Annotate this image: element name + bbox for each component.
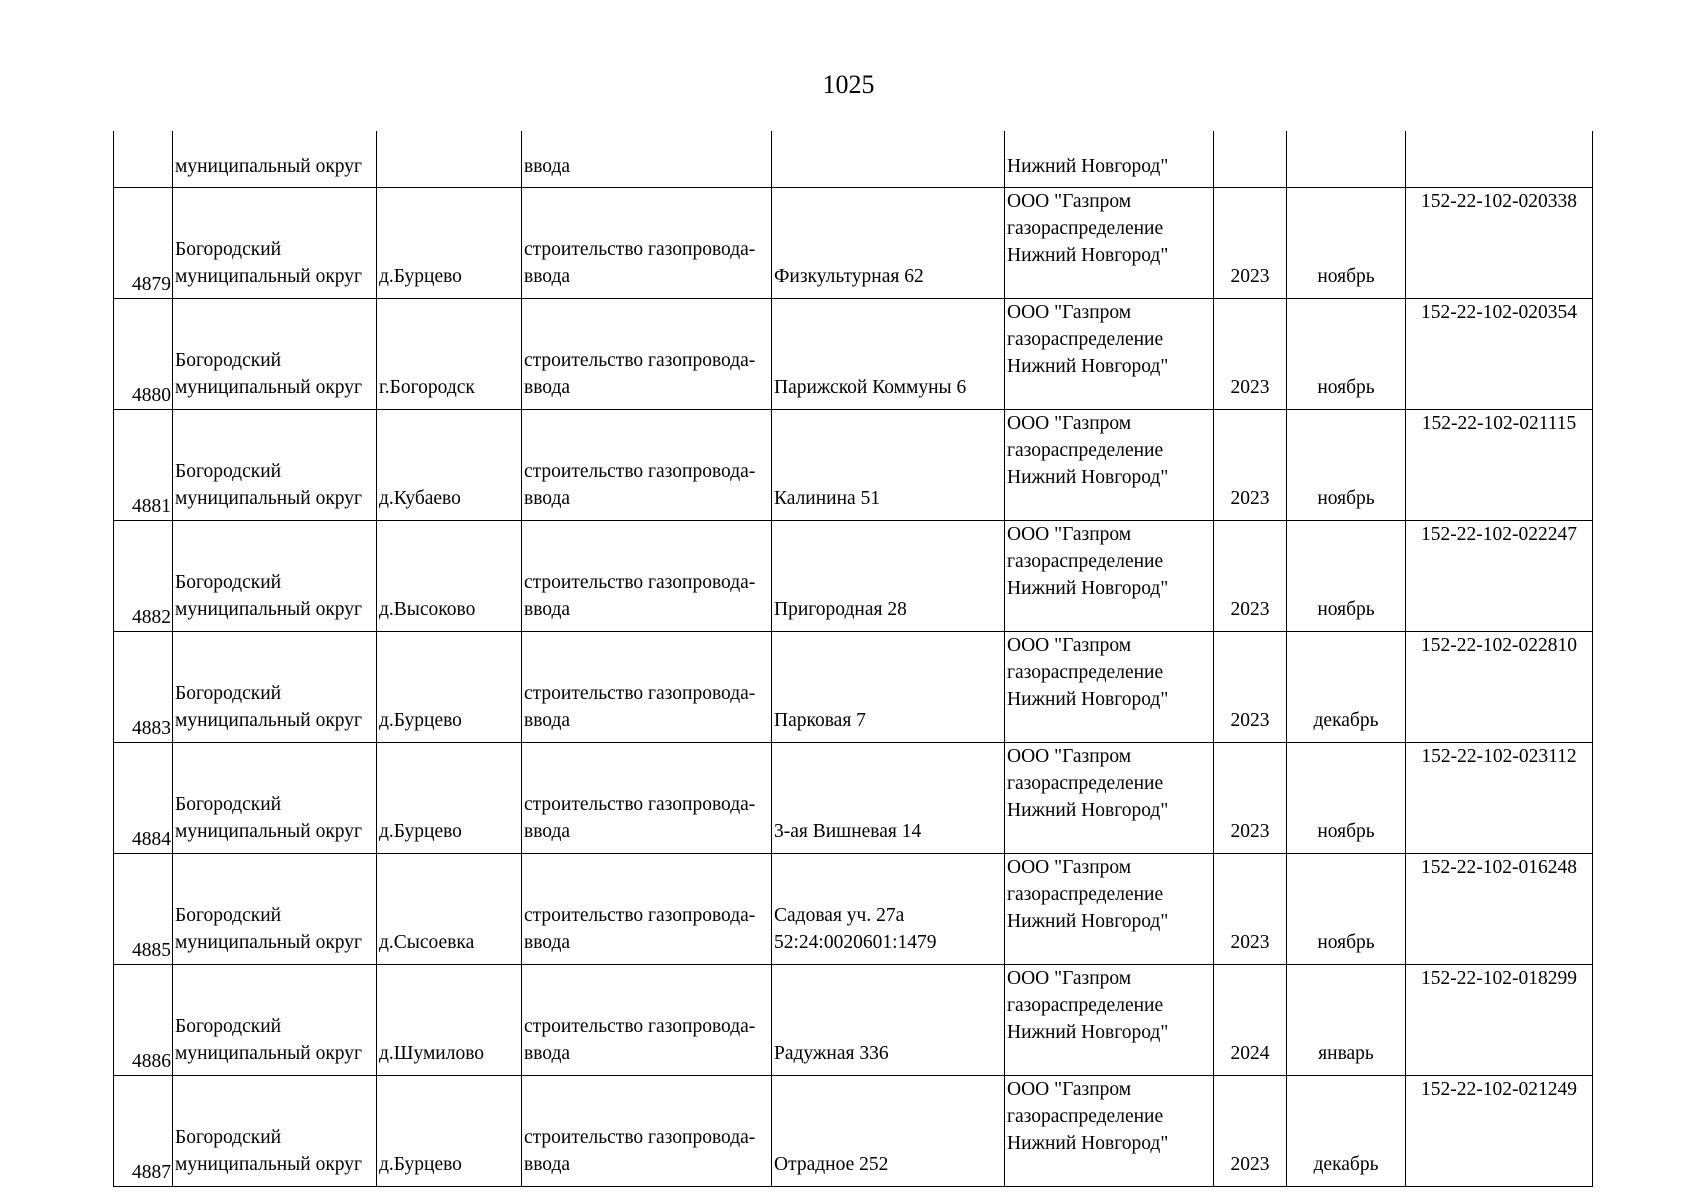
work-type-cell <box>522 1076 772 1187</box>
district-cell <box>173 743 377 854</box>
month-value: ноябрь <box>1317 266 1375 287</box>
district-name: Богородский <box>175 572 282 593</box>
work-type-text: ввода <box>524 156 571 177</box>
month-value: ноябрь <box>1317 932 1375 953</box>
address-cell <box>772 632 1005 743</box>
row-number: 4879 <box>132 274 171 295</box>
month-cell <box>1287 743 1406 854</box>
work-type-line-1: строительство газопровода- <box>524 461 756 482</box>
organization-line-3: Нижний Новгород" <box>1007 245 1169 266</box>
month-value: ноябрь <box>1317 821 1375 842</box>
organization-line-2: газораспределение <box>1007 440 1164 461</box>
table-row-continuation <box>114 131 1593 188</box>
organization-cell <box>1005 1076 1214 1187</box>
work-type-cell <box>522 299 772 410</box>
district-type: муниципальный округ <box>175 488 363 509</box>
organization-line-2: газораспределение <box>1007 218 1164 239</box>
district-name: Богородский <box>175 794 282 815</box>
row-number-cell <box>114 743 173 854</box>
year-value: 2023 <box>1230 377 1270 398</box>
month-cell <box>1287 188 1406 299</box>
settlement-name: д.Высоково <box>379 599 476 620</box>
organization-line-3: Нижний Новгород" <box>1007 467 1169 488</box>
year-value: 2023 <box>1230 821 1270 842</box>
organization-line-1: ООО "Газпром <box>1007 968 1132 989</box>
address-cell <box>772 1076 1005 1187</box>
organization-cell <box>1005 965 1214 1076</box>
organization-line-3: Нижний Новгород" <box>1007 800 1169 821</box>
code-value: 152-22-102-022247 <box>1421 524 1577 545</box>
address-cell <box>772 299 1005 410</box>
address-line-2: Физкультурная 62 <box>774 266 924 287</box>
month-cell <box>1287 410 1406 521</box>
organization-line-2: газораспределение <box>1007 1106 1164 1127</box>
code-value: 152-22-102-020338 <box>1421 191 1577 212</box>
year-value: 2023 <box>1230 488 1270 509</box>
gas-connection-table <box>113 131 1593 1187</box>
code-value: 152-22-102-023112 <box>1421 746 1577 767</box>
district-cell <box>173 131 377 188</box>
settlement-cell <box>377 743 522 854</box>
district-type: муниципальный округ <box>175 1154 363 1175</box>
organization-line-3: Нижний Новгород" <box>1007 911 1169 932</box>
organization-line-3: Нижний Новгород" <box>1007 1133 1169 1154</box>
table-row <box>114 1076 1593 1187</box>
month-value: ноябрь <box>1317 488 1375 509</box>
month-value: ноябрь <box>1317 377 1375 398</box>
work-type-line-1: строительство газопровода- <box>524 350 756 371</box>
district-name: Богородский <box>175 905 282 926</box>
organization-line-1: ООО "Газпром <box>1007 302 1132 323</box>
year-value: 2023 <box>1230 932 1270 953</box>
organization-line-2: газораспределение <box>1007 995 1164 1016</box>
settlement-name: д.Бурцево <box>379 1154 462 1175</box>
organization-cell <box>1005 632 1214 743</box>
work-type-cell <box>522 410 772 521</box>
year-value: 2023 <box>1230 599 1270 620</box>
organization-cell <box>1005 131 1214 188</box>
work-type-line-2: ввода <box>524 821 571 842</box>
address-cell <box>772 854 1005 965</box>
work-type-cell <box>522 743 772 854</box>
district-type: муниципальный округ <box>175 1043 363 1064</box>
organization-line-3: Нижний Новгород" <box>1007 1022 1169 1043</box>
address-line-2: 52:24:0020601:1479 <box>774 932 937 953</box>
work-type-cell <box>522 854 772 965</box>
year-value: 2023 <box>1230 1154 1270 1175</box>
code-value: 152-22-102-021249 <box>1421 1079 1577 1100</box>
organization-line-2: газораспределение <box>1007 884 1164 905</box>
settlement-name: д.Шумилово <box>379 1043 485 1064</box>
district-cell <box>173 632 377 743</box>
code-cell <box>1406 131 1593 188</box>
district-type: муниципальный округ <box>175 710 363 731</box>
row-number-cell <box>114 131 173 188</box>
work-type-cell <box>522 521 772 632</box>
district-name: Богородский <box>175 1127 282 1148</box>
address-cell <box>772 188 1005 299</box>
organization-line-2: газораспределение <box>1007 662 1164 683</box>
code-value: 152-22-102-022810 <box>1421 635 1577 656</box>
year-cell <box>1214 299 1287 410</box>
month-value: декабрь <box>1313 710 1379 731</box>
district-type: муниципальный округ <box>175 377 363 398</box>
month-cell <box>1287 854 1406 965</box>
table-row <box>114 521 1593 632</box>
month-value: январь <box>1318 1043 1374 1064</box>
district-cell <box>173 521 377 632</box>
year-value: 2024 <box>1230 1043 1270 1064</box>
organization-line-3: Нижний Новгород" <box>1007 689 1169 710</box>
month-cell <box>1287 299 1406 410</box>
code-value: 152-22-102-020354 <box>1421 302 1577 323</box>
work-type-line-1: строительство газопровода- <box>524 683 756 704</box>
district-cell <box>173 1076 377 1187</box>
district-text: муниципальный округ <box>175 156 363 177</box>
address-cell <box>772 131 1005 188</box>
month-cell <box>1287 965 1406 1076</box>
organization-line-1: ООО "Газпром <box>1007 746 1132 767</box>
row-number: 4886 <box>132 1051 171 1072</box>
row-number-cell <box>114 854 173 965</box>
year-cell <box>1214 131 1287 188</box>
settlement-cell <box>377 188 522 299</box>
settlement-name: д.Бурцево <box>379 821 462 842</box>
address-line-2: Парижской Коммуны 6 <box>774 377 967 398</box>
code-cell <box>1406 1076 1593 1187</box>
district-type: муниципальный округ <box>175 266 363 287</box>
organization-line-1: ООО "Газпром <box>1007 191 1132 212</box>
code-cell <box>1406 854 1593 965</box>
organization-cell <box>1005 854 1214 965</box>
settlement-name: д.Бурцево <box>379 710 462 731</box>
organization-line-1: ООО "Газпром <box>1007 413 1132 434</box>
district-cell <box>173 854 377 965</box>
district-name: Богородский <box>175 1016 282 1037</box>
row-number: 4887 <box>132 1162 171 1183</box>
settlement-cell <box>377 299 522 410</box>
row-number-cell <box>114 965 173 1076</box>
table-row <box>114 299 1593 410</box>
organization-cell <box>1005 299 1214 410</box>
month-cell <box>1287 1076 1406 1187</box>
page-number: 1025 <box>822 70 875 99</box>
work-type-cell <box>522 188 772 299</box>
row-number-cell <box>114 410 173 521</box>
organization-line-1: ООО "Газпром <box>1007 524 1132 545</box>
settlement-cell <box>377 632 522 743</box>
organization-cell <box>1005 521 1214 632</box>
month-value: ноябрь <box>1317 599 1375 620</box>
district-name: Богородский <box>175 683 282 704</box>
row-number: 4885 <box>132 940 171 961</box>
work-type-line-2: ввода <box>524 599 571 620</box>
row-number: 4880 <box>132 385 171 406</box>
district-name: Богородский <box>175 239 282 260</box>
table-row <box>114 632 1593 743</box>
settlement-name: г.Богородск <box>379 377 475 398</box>
work-type-cell <box>522 632 772 743</box>
district-cell <box>173 299 377 410</box>
row-number-cell <box>114 299 173 410</box>
table-row <box>114 743 1593 854</box>
year-cell <box>1214 1076 1287 1187</box>
settlement-name: д.Бурцево <box>379 266 462 287</box>
district-name: Богородский <box>175 461 282 482</box>
district-type: муниципальный округ <box>175 599 363 620</box>
district-name: Богородский <box>175 350 282 371</box>
year-cell <box>1214 188 1287 299</box>
organization-line-1: ООО "Газпром <box>1007 635 1132 656</box>
code-cell <box>1406 521 1593 632</box>
work-type-line-2: ввода <box>524 1043 571 1064</box>
organization-line-3: Нижний Новгород" <box>1007 578 1169 599</box>
work-type-line-2: ввода <box>524 488 571 509</box>
work-type-line-1: строительство газопровода- <box>524 905 756 926</box>
address-cell <box>772 965 1005 1076</box>
table-row <box>114 854 1593 965</box>
work-type-line-1: строительство газопровода- <box>524 794 756 815</box>
work-type-line-2: ввода <box>524 377 571 398</box>
month-cell <box>1287 521 1406 632</box>
year-cell <box>1214 632 1287 743</box>
work-type-line-2: ввода <box>524 710 571 731</box>
code-value: 152-22-102-016248 <box>1421 857 1577 878</box>
year-value: 2023 <box>1230 266 1270 287</box>
month-cell <box>1287 131 1406 188</box>
row-number-cell <box>114 188 173 299</box>
settlement-name: д.Кубаево <box>379 488 461 509</box>
row-number-cell <box>114 632 173 743</box>
row-number: 4884 <box>132 829 171 850</box>
row-number: 4881 <box>132 496 171 517</box>
settlement-cell <box>377 965 522 1076</box>
work-type-cell <box>522 131 772 188</box>
work-type-line-1: строительство газопровода- <box>524 572 756 593</box>
address-line-2: Пригородная 28 <box>774 599 907 620</box>
address-line-2: Калинина 51 <box>774 488 881 509</box>
organization-text: Нижний Новгород" <box>1007 156 1169 177</box>
organization-cell <box>1005 410 1214 521</box>
code-cell <box>1406 965 1593 1076</box>
district-cell <box>173 410 377 521</box>
settlement-cell <box>377 1076 522 1187</box>
organization-line-1: ООО "Газпром <box>1007 857 1132 878</box>
work-type-line-1: строительство газопровода- <box>524 1127 756 1148</box>
code-value: 152-22-102-018299 <box>1421 968 1577 989</box>
work-type-cell <box>522 965 772 1076</box>
address-cell <box>772 521 1005 632</box>
organization-line-2: газораспределение <box>1007 329 1164 350</box>
district-type: муниципальный округ <box>175 932 363 953</box>
district-cell <box>173 965 377 1076</box>
organization-cell <box>1005 743 1214 854</box>
organization-line-2: газораспределение <box>1007 773 1164 794</box>
code-cell <box>1406 632 1593 743</box>
work-type-line-1: строительство газопровода- <box>524 1016 756 1037</box>
address-line-2: Парковая 7 <box>774 710 866 731</box>
table-row <box>114 965 1593 1076</box>
work-type-line-2: ввода <box>524 266 571 287</box>
year-cell <box>1214 521 1287 632</box>
table-row <box>114 410 1593 521</box>
settlement-cell <box>377 410 522 521</box>
code-cell <box>1406 743 1593 854</box>
code-cell <box>1406 299 1593 410</box>
work-type-line-1: строительство газопровода- <box>524 239 756 260</box>
settlement-cell <box>377 131 522 188</box>
year-cell <box>1214 854 1287 965</box>
year-cell <box>1214 410 1287 521</box>
district-cell <box>173 188 377 299</box>
settlement-cell <box>377 854 522 965</box>
work-type-line-2: ввода <box>524 1154 571 1175</box>
address-line-2: 3-ая Вишневая 14 <box>774 821 922 842</box>
row-number-cell <box>114 1076 173 1187</box>
table-row <box>114 188 1593 299</box>
year-cell <box>1214 965 1287 1076</box>
settlement-name: д.Сысоевка <box>379 932 475 953</box>
work-type-line-2: ввода <box>524 932 571 953</box>
address-cell <box>772 410 1005 521</box>
month-cell <box>1287 632 1406 743</box>
row-number: 4882 <box>132 607 171 628</box>
row-number: 4883 <box>132 718 171 739</box>
code-cell <box>1406 188 1593 299</box>
organization-line-1: ООО "Газпром <box>1007 1079 1132 1100</box>
row-number-cell <box>114 521 173 632</box>
organization-line-3: Нижний Новгород" <box>1007 356 1169 377</box>
year-value: 2023 <box>1230 710 1270 731</box>
code-value: 152-22-102-021115 <box>1421 413 1577 434</box>
address-line-2: Радужная 336 <box>774 1043 889 1064</box>
address-line-2: Отрадное 252 <box>774 1154 889 1175</box>
organization-cell <box>1005 188 1214 299</box>
organization-line-2: газораспределение <box>1007 551 1164 572</box>
settlement-cell <box>377 521 522 632</box>
address-line-1: Садовая уч. 27а <box>774 905 905 926</box>
month-value: декабрь <box>1313 1154 1379 1175</box>
year-cell <box>1214 743 1287 854</box>
address-cell <box>772 743 1005 854</box>
district-type: муниципальный округ <box>175 821 363 842</box>
code-cell <box>1406 410 1593 521</box>
